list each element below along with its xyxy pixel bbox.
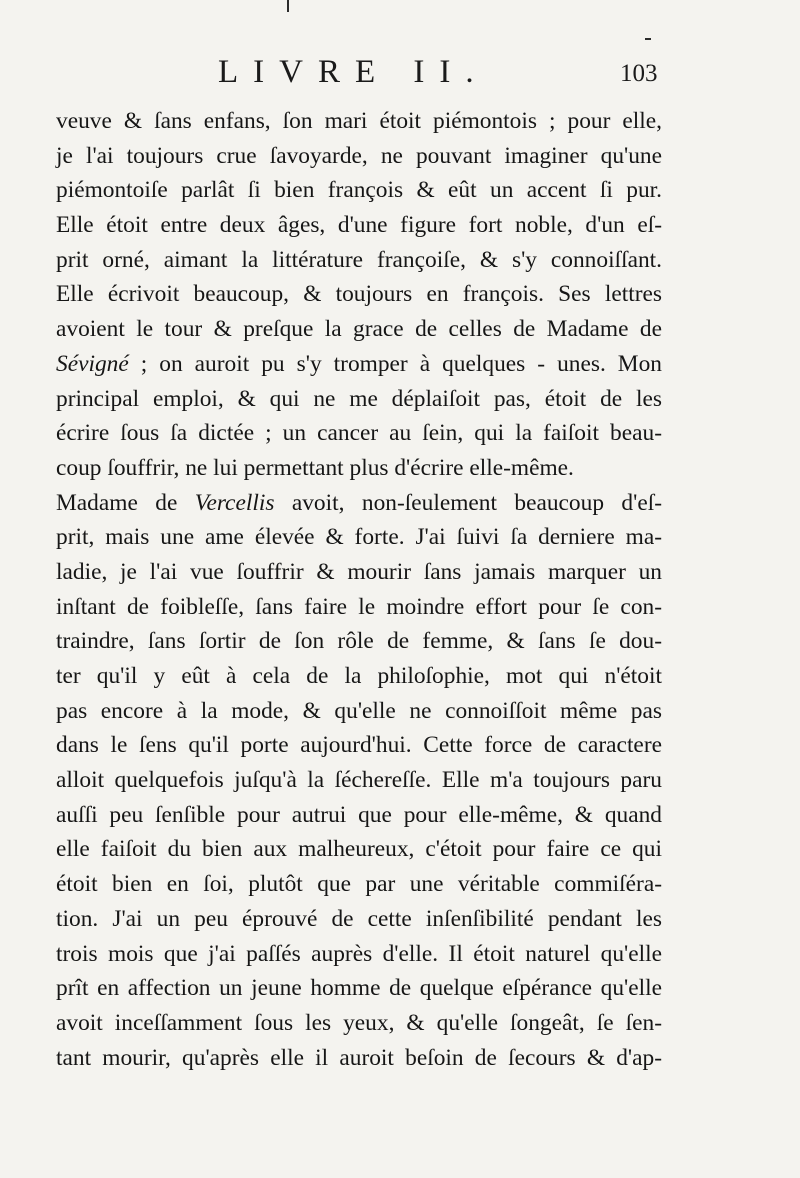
text-line: elle faiſoit du bien aux malheureux, c'étoit pour faire ce qui xyxy=(56,836,662,863)
text-line: traindre, ſans ſortir de ſon rôle de femme, & ſans ſe dou- xyxy=(56,628,662,655)
text-line: tant mourir, qu'après elle il auroit beſoin de ſecours & d'ap- xyxy=(56,1044,662,1071)
text-line: principal emploi, & qui ne me déplaiſoit pas, étoit de les xyxy=(56,385,662,412)
text-line: étoit bien en ſoi, plutôt que par une véritable commiſéra- xyxy=(56,871,662,898)
print-mark xyxy=(645,38,651,40)
italic-name: Sévigné xyxy=(56,350,129,377)
text-line: tion. J'ai un peu éprouvé de cette inſenſibilité pendant les xyxy=(56,905,662,932)
page-header xyxy=(0,52,800,92)
text-line: prît en affection un jeune homme de quelque eſpérance qu'elle xyxy=(56,975,662,1002)
text-line: prit, mais une ame élevée & forte. J'ai ſuivi ſa derniere ma- xyxy=(56,524,662,551)
text-line: Elle écrivoit beaucoup, & toujours en françois. Ses lettres xyxy=(56,281,662,308)
text-line: je l'ai toujours crue ſavoyarde, ne pouvant imaginer qu'une xyxy=(56,142,662,169)
text-line: trois mois que j'ai paſſés auprès d'elle. Il étoit naturel qu'elle xyxy=(56,940,662,967)
text-line: dans le ſens qu'il porte aujourd'hui. Cette force de caractere xyxy=(56,732,662,759)
italic-name: Vercellis xyxy=(194,489,275,516)
text-line: pas encore à la mode, & qu'elle ne connoiſſoit même pas xyxy=(56,697,662,724)
text-line: coup ſouffrir, ne lui permettant plus d'écrire elle-même. xyxy=(56,454,574,481)
text-line: Sévigné ; on auroit pu s'y tromper à quelques - unes. Mon xyxy=(56,350,662,377)
text-line: auſſi peu ſenſible pour autrui que pour elle-même, & quand xyxy=(56,801,662,828)
text-line: ladie, je l'ai vue ſouffrir & mourir ſans jamais marquer un xyxy=(56,558,662,585)
text-line: piémontoiſe parlât ſi bien françois & eût un accent ſi pur. xyxy=(56,177,662,204)
text-line: prit orné, aimant la littérature françoiſe, & s'y connoiſſant. xyxy=(56,246,662,273)
print-mark xyxy=(287,0,289,12)
text-line: veuve & ſans enfans, ſon mari étoit piémontois ; pour elle, xyxy=(56,108,662,134)
text-line: écrire ſous ſa dictée ; un cancer au ſein, qui la faiſoit beau- xyxy=(56,420,662,447)
text-line: alloit quelquefois juſqu'à la ſéchereſſe. Elle m'a toujours paru xyxy=(56,767,662,794)
text-line: avoient le tour & preſque la grace de celles de Madame de xyxy=(56,316,662,343)
text-line: Elle étoit entre deux âges, d'une figure fort noble, d'un eſ- xyxy=(56,212,662,239)
running-title: LIVRE II. xyxy=(218,54,489,90)
text-line: ter qu'il y eût à cela de la philoſophie, mot qui n'étoit xyxy=(56,663,662,689)
body-text xyxy=(56,104,662,1075)
text-line: inſtant de foibleſſe, ſans faire le moindre effort pour ſe con- xyxy=(56,593,662,620)
page-number: 103 xyxy=(620,60,658,87)
text-line: Madame de Vercellis avoit, non-ſeulement beaucoup d'eſ- xyxy=(56,489,663,516)
text-line: avoit inceſſamment ſous les yeux, & qu'elle ſongeât, ſe ſen- xyxy=(56,1009,662,1036)
